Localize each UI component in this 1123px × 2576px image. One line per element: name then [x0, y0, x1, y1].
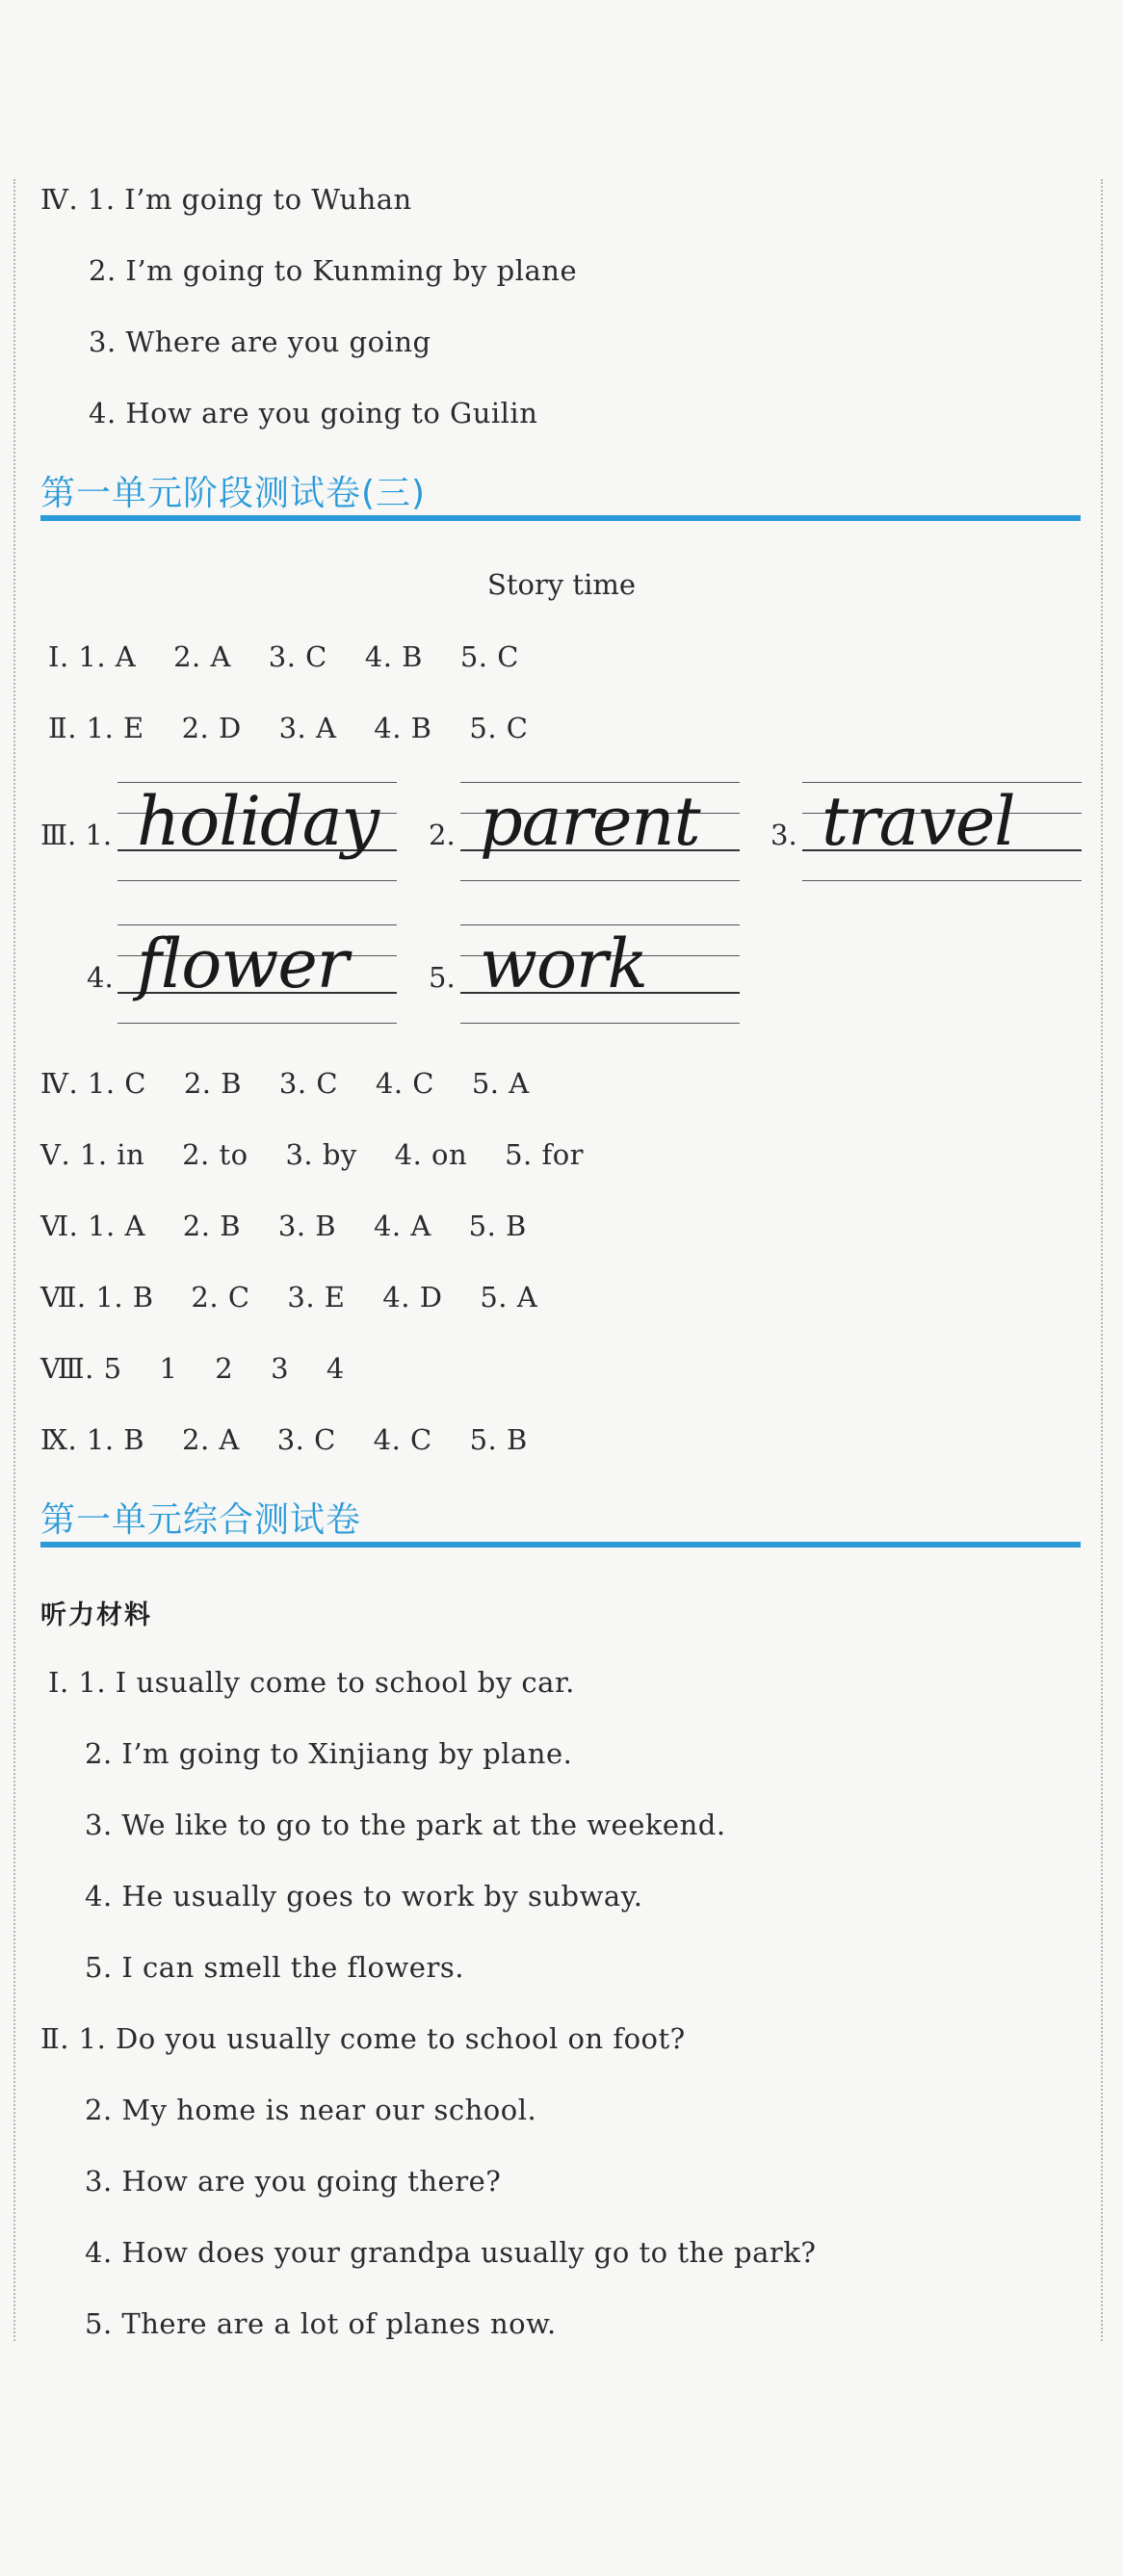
answer-line: Ⅷ. 5 1 2 3 4 — [40, 1352, 345, 1385]
handwriting-box — [802, 778, 1082, 884]
answer-line: 3. We like to go to the park at the weekend. — [85, 1808, 726, 1841]
left-margin-dotted-line — [13, 179, 15, 2341]
handwriting-box — [460, 778, 740, 884]
answer-line: Ⅵ. 1. A 2. B 3. B 4. A 5. B — [40, 1210, 527, 1242]
handwriting-box — [118, 778, 397, 884]
item-number: 3. — [770, 819, 797, 851]
answer-line: 2. I’m going to Xinjiang by plane. — [85, 1737, 573, 1770]
test3-heading: 第一单元阶段测试卷(三) — [40, 474, 427, 513]
answer-line: 2. I’m going to Kunming by plane — [89, 254, 578, 287]
handwritten-word: parent — [480, 782, 700, 861]
comprehensive-heading: 第一单元综合测试卷 — [40, 1500, 362, 1540]
answer-line: 5. There are a lot of planes now. — [85, 2307, 557, 2340]
handwriting-box — [118, 921, 397, 1027]
answer-line: Ⅸ. 1. B 2. A 3. C 4. C 5. B — [40, 1423, 528, 1456]
answer-line: Ⅰ. 1. I usually come to school by car. — [48, 1666, 575, 1699]
story-title: Story time — [486, 568, 637, 601]
heading-rule — [40, 1542, 1081, 1548]
handwritten-word: travel — [822, 782, 1015, 861]
answer-line: 5. I can smell the flowers. — [85, 1951, 464, 1984]
answer-line: Ⅱ. 1. E 2. D 3. A 4. B 5. C — [48, 712, 529, 744]
answer-line: Ⅴ. 1. in 2. to 3. by 4. on 5. for — [40, 1138, 585, 1171]
answer-line: 2. My home is near our school. — [85, 2094, 537, 2126]
answer-line: 3. Where are you going — [89, 325, 431, 358]
answer-line: 4. How are you going to Guilin — [89, 397, 538, 429]
answer-line: 4. He usually goes to work by subway. — [85, 1880, 643, 1912]
item-number: 4. — [87, 961, 114, 994]
answer-line: 4. How does your grandpa usually go to the park? — [85, 2236, 817, 2269]
handwritten-word: work — [480, 924, 647, 1003]
answer-line: Ⅱ. 1. Do you usually come to school on foot? — [40, 2022, 686, 2055]
listening-material-heading: 听力材料 — [40, 1600, 152, 1630]
handwritten-word: holiday — [137, 782, 379, 861]
answer-line: Ⅶ. 1. B 2. C 3. E 4. D 5. A — [40, 1281, 538, 1314]
right-margin-dotted-line — [1101, 179, 1103, 2341]
heading-rule — [40, 515, 1081, 521]
item-number: 5. — [429, 961, 456, 994]
section-label: Ⅲ. 1. — [40, 819, 113, 851]
answer-line: 3. How are you going there? — [85, 2165, 502, 2198]
answer-line: Ⅰ. 1. A 2. A 3. C 4. B 5. C — [48, 640, 519, 673]
handwritten-word: flower — [137, 924, 349, 1003]
item-number: 2. — [429, 819, 456, 851]
handwriting-box — [460, 921, 740, 1027]
answer-line: Ⅳ. 1. C 2. B 3. C 4. C 5. A — [40, 1067, 530, 1100]
answer-line: Ⅳ. 1. I’m going to Wuhan — [40, 183, 412, 216]
